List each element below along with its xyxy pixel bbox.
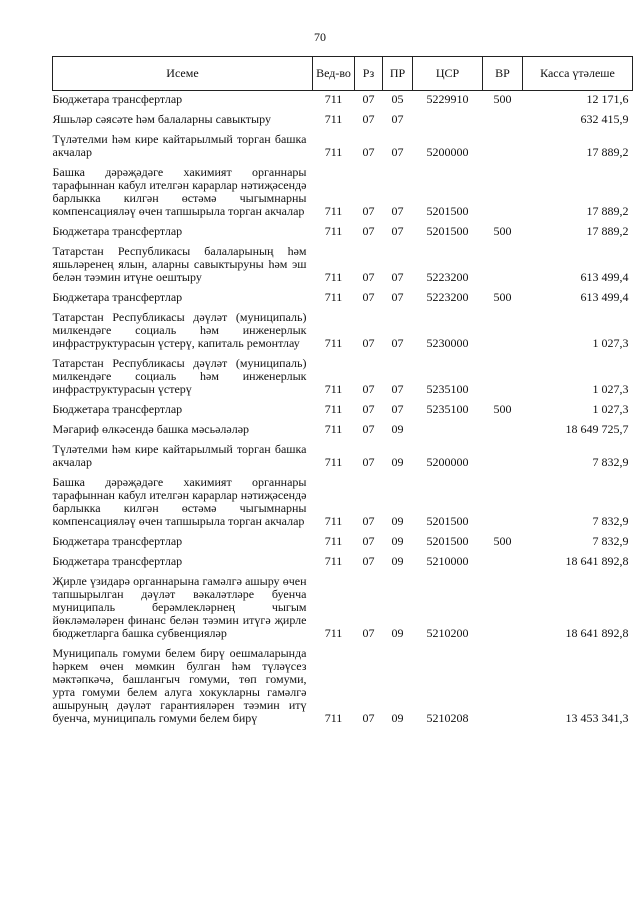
- cell-csr: 5200000: [426, 455, 469, 469]
- table-row: [53, 573, 633, 645]
- cell-name: Муниципаль гомуми белем бирү оешмаларында һәркем өчен мөмкин булган һәм түләүсез мәктәпкәчә, башлангыч гомуми, төп гомуми, урта гомуми белем алуга хокукларны гамәлгә ашыруның дәүләт гарантияләрен тәэмин итү буенча, муниципаль гомуми белем бирү: [52, 646, 307, 725]
- cell-rz: 07: [362, 455, 375, 469]
- cell-sum: 18 649 725,7: [565, 422, 629, 436]
- cell-vr: [483, 243, 523, 289]
- cell-name: Бюджетара трансфертлар: [52, 224, 183, 238]
- cell-csr: [413, 111, 483, 131]
- cell-rz: 07: [362, 336, 375, 350]
- cell-rz: 07: [362, 626, 375, 640]
- header-pr: ПР: [383, 57, 413, 91]
- cell-name: Яшьләр сәясәте һәм балаларны савыктыру: [52, 112, 271, 126]
- cell-rz: 07: [362, 204, 375, 218]
- table-row: [53, 553, 633, 573]
- cell-ved: 711: [324, 290, 343, 304]
- cell-csr: 5201500: [426, 534, 469, 548]
- cell-csr: 5201500: [426, 514, 469, 528]
- cell-csr: 5223200: [426, 290, 469, 304]
- cell-csr: 5229910: [426, 92, 469, 106]
- cell-sum: 7 832,9: [592, 455, 629, 469]
- cell-name: Түләтелми һәм кире кайтарылмый торган башка акчалар: [52, 442, 307, 469]
- cell-sum: 1 027,3: [592, 336, 629, 350]
- cell-ved: 711: [324, 626, 343, 640]
- table-row: [53, 355, 633, 401]
- cell-ved: 711: [324, 112, 343, 126]
- cell-name: Татарстан Республикасы балаларының һәм яшьләренең ялын, аларны савыктыруны һәм эш белән тәэмин итүне оештыру: [52, 244, 307, 284]
- cell-sum: 7 832,9: [592, 514, 629, 528]
- cell-ved: 711: [324, 382, 343, 396]
- table-row: [53, 223, 633, 243]
- cell-rz: 07: [362, 145, 375, 159]
- cell-vr: [483, 553, 523, 573]
- table-row: [53, 533, 633, 553]
- cell-sum: 613 499,4: [580, 290, 629, 304]
- cell-pr: 07: [391, 145, 404, 159]
- cell-csr: 5235100: [426, 382, 469, 396]
- cell-ved: 711: [324, 534, 343, 548]
- cell-pr: 07: [391, 224, 404, 238]
- table-row: [53, 131, 633, 164]
- cell-pr: 07: [391, 336, 404, 350]
- cell-ved: 711: [324, 204, 343, 218]
- cell-name: Башка дәрәҗәдәге хакимият органнары тарафыннан кабул ителгән карарлар нәтиҗәсендә барлыкка килгән өстәмә чыгымнарны компенсацияләү өчен тапшырыла торган акчалар: [52, 165, 307, 218]
- cell-sum: 613 499,4: [580, 270, 629, 284]
- cell-rz: 07: [362, 534, 375, 548]
- cell-name: Татарстан Республикасы дәүләт (муниципаль) милкендәге социаль һәм инженерлык инфраструктурасын үстерү: [52, 356, 307, 396]
- cell-name: Бюджетара трансфертлар: [52, 290, 183, 304]
- header-vr: ВР: [483, 57, 523, 91]
- cell-rz: 07: [362, 92, 375, 106]
- header-sum: Касса үтәлеше: [523, 57, 633, 91]
- cell-pr: 09: [391, 626, 404, 640]
- header-csr: ЦСР: [413, 57, 483, 91]
- cell-rz: 07: [362, 112, 375, 126]
- cell-sum: 17 889,2: [586, 224, 629, 238]
- cell-sum: 17 889,2: [586, 145, 629, 159]
- cell-csr: 5201500: [426, 224, 469, 238]
- cell-name: Бюджетара трансфертлар: [52, 554, 183, 568]
- cell-vr: [483, 474, 523, 533]
- table-row: [53, 309, 633, 355]
- cell-vr: [483, 355, 523, 401]
- cell-sum: 18 641 892,8: [565, 554, 629, 568]
- cell-csr: 5235100: [426, 402, 469, 416]
- cell-rz: 07: [362, 224, 375, 238]
- cell-rz: 07: [362, 554, 375, 568]
- table-row: [53, 91, 633, 112]
- cell-name: Бюджетара трансфертлар: [52, 534, 183, 548]
- cell-vr: [483, 111, 523, 131]
- cell-csr: 5223200: [426, 270, 469, 284]
- cell-rz: 07: [362, 422, 375, 436]
- cell-ved: 711: [324, 336, 343, 350]
- table-row: [53, 474, 633, 533]
- cell-name: Җирле үзидарә органнарына гамәлгә ашыру өчен тапшырылган дәүләт вәкаләтләре буенча муниципаль берәмлекләрнең чыгым йөкләмәләрен финанс белән тәэмин итүгә җирле бюджетларга башка субвенцияләр: [52, 574, 307, 640]
- cell-ved: 711: [324, 455, 343, 469]
- cell-csr: [413, 421, 483, 441]
- cell-pr: 07: [391, 402, 404, 416]
- table-row: [53, 421, 633, 441]
- cell-pr: 05: [391, 92, 404, 106]
- cell-vr: 500: [493, 92, 512, 106]
- cell-pr: 07: [391, 204, 404, 218]
- table-row: [53, 164, 633, 223]
- cell-rz: 07: [362, 711, 375, 725]
- cell-csr: 5210208: [426, 711, 469, 725]
- table-row: [53, 441, 633, 474]
- table-row: [53, 401, 633, 421]
- cell-sum: 1 027,3: [592, 382, 629, 396]
- cell-ved: 711: [324, 145, 343, 159]
- cell-pr: 09: [391, 711, 404, 725]
- cell-csr: 5230000: [426, 336, 469, 350]
- cell-vr: [483, 164, 523, 223]
- budget-table: [52, 56, 633, 730]
- cell-vr: 500: [493, 534, 512, 548]
- cell-ved: 711: [324, 422, 343, 436]
- cell-ved: 711: [324, 224, 343, 238]
- cell-sum: 7 832,9: [592, 534, 629, 548]
- cell-name: Бюджетара трансфертлар: [52, 92, 183, 106]
- cell-rz: 07: [362, 382, 375, 396]
- cell-vr: [483, 441, 523, 474]
- cell-rz: 07: [362, 514, 375, 528]
- table-row: [53, 111, 633, 131]
- cell-pr: 09: [391, 455, 404, 469]
- cell-ved: 711: [324, 92, 343, 106]
- cell-name: Мәгариф өлкәсендә башка мәсьәләләр: [52, 422, 250, 436]
- cell-vr: 500: [493, 224, 512, 238]
- cell-csr: 5200000: [426, 145, 469, 159]
- cell-vr: [483, 309, 523, 355]
- cell-pr: 09: [391, 534, 404, 548]
- table-header-row: [53, 57, 633, 91]
- cell-ved: 711: [324, 514, 343, 528]
- cell-sum: 632 415,9: [580, 112, 629, 126]
- cell-pr: 07: [391, 382, 404, 396]
- cell-rz: 07: [362, 402, 375, 416]
- cell-csr: 5210200: [426, 626, 469, 640]
- header-name: Исеме: [53, 57, 313, 91]
- cell-csr: 5210000: [426, 554, 469, 568]
- cell-vr: [483, 131, 523, 164]
- cell-ved: 711: [324, 270, 343, 284]
- cell-ved: 711: [324, 402, 343, 416]
- cell-pr: 09: [391, 514, 404, 528]
- cell-vr: [483, 421, 523, 441]
- table-row: [53, 289, 633, 309]
- cell-name: Татарстан Республикасы дәүләт (муниципаль) милкендәге социаль һәм инженерлык инфраструктурасын үстерү, капиталь ремонтлау: [52, 310, 307, 350]
- cell-name: Түләтелми һәм кире кайтарылмый торган башка акчалар: [52, 132, 307, 159]
- cell-name: Башка дәрәҗәдәге хакимият органнары тарафыннан кабул ителгән карарлар нәтиҗәсендә барлыкка килгән өстәмә чыгымнарны компенсацияләү өчен тапшырыла торган акчалар: [52, 475, 307, 528]
- cell-rz: 07: [362, 270, 375, 284]
- cell-sum: 1 027,3: [592, 402, 629, 416]
- cell-rz: 07: [362, 290, 375, 304]
- cell-vr: 500: [493, 290, 512, 304]
- header-ved: Вед-во: [313, 57, 355, 91]
- table-row: [53, 645, 633, 730]
- cell-ved: 711: [324, 711, 343, 725]
- cell-pr: 09: [391, 554, 404, 568]
- cell-sum: 18 641 892,8: [565, 626, 629, 640]
- cell-sum: 13 453 341,3: [565, 711, 629, 725]
- cell-pr: 07: [391, 290, 404, 304]
- header-rz: Рз: [355, 57, 383, 91]
- cell-pr: 09: [391, 422, 404, 436]
- cell-pr: 07: [391, 112, 404, 126]
- cell-pr: 07: [391, 270, 404, 284]
- page-number: 70: [314, 30, 326, 44]
- cell-name: Бюджетара трансфертлар: [52, 402, 183, 416]
- cell-vr: [483, 573, 523, 645]
- cell-csr: 5201500: [426, 204, 469, 218]
- cell-sum: 17 889,2: [586, 204, 629, 218]
- cell-ved: 711: [324, 554, 343, 568]
- table-row: [53, 243, 633, 289]
- cell-sum: 12 171,6: [586, 92, 629, 106]
- cell-vr: [483, 645, 523, 730]
- cell-vr: 500: [493, 402, 512, 416]
